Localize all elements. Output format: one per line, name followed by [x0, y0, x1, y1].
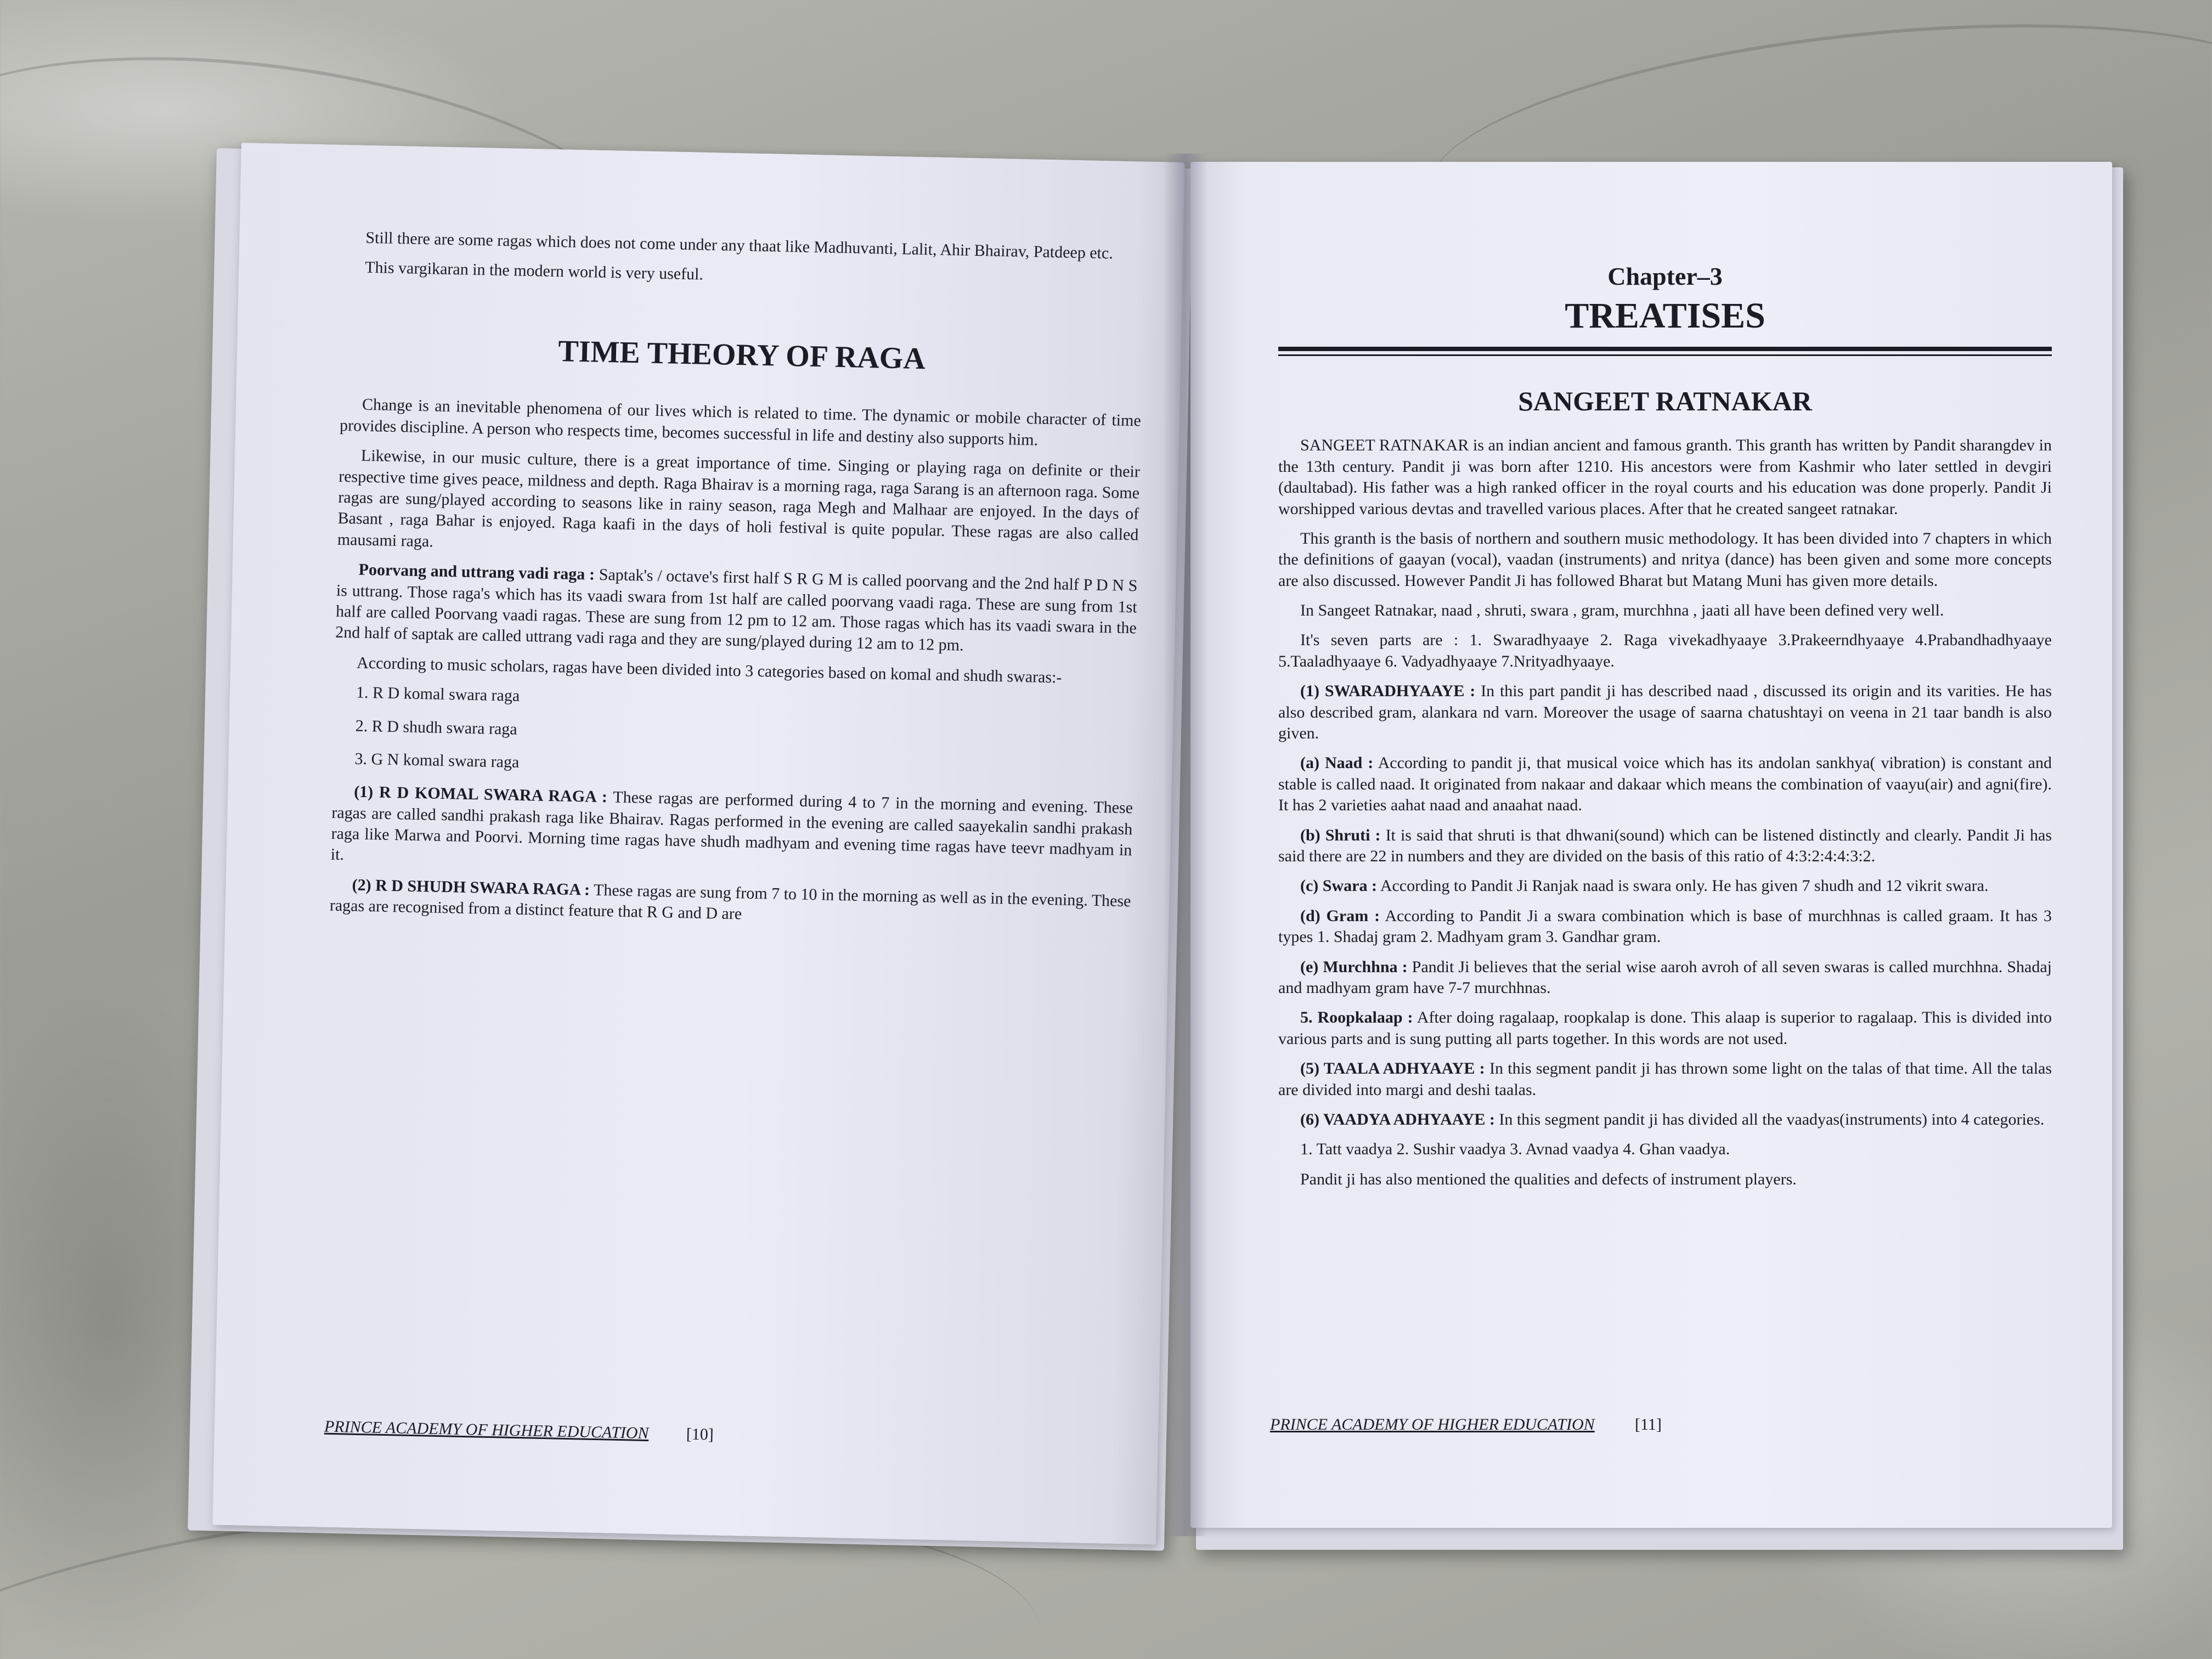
time-theory-heading: TIME THEORY OF RAGA — [557, 334, 926, 376]
list-item: 1. R D komal swara raga — [356, 683, 520, 705]
taala-adhyaaye-paragraph — [1278, 1058, 2052, 1101]
poorvang-text: Saptak's / octave's first half S R G M is called poorvang and the 2nd half P D N S is uttrang. Those raga's which has its vaadi swara from 1st half are called poorvang vaadi raga. These are sung from 1st half are called Poorvang vaadi ragas. These are sung from 12 pm to 12 am. Those ragas which has its vaadi swara in the 2nd half of saptak are called uttrang vadi raga and they are sung/played during 12 am to 12 pm. — [335, 566, 1138, 655]
shruti-text: It is said that shruti is that dhwani(sound) which can be listened distinctly and clearly. Pandit Ji has said there are 22 in numbers and they are divided on the basis of this ratio of 4:3:2:4:4:3:2. — [1278, 826, 2052, 865]
rd-komal-text: These ragas are performed during 4 to 7 in the morning and evening. These ragas are called sandhi prakash raga like Bhairav. Ragas performed in the evening are called saayekalin sandhi prakash raga like Marwa and Poorvi. Morning time ragas have shudh madhyam and evening time ragas have teevr madhyam in it. — [330, 788, 1133, 864]
gram-text: According to Pandit Ji a swara combination which is base of murchhnas is called graam. It has 3 types 1. Shadaj gram 2. Madhyam gram 3. Gandhar gram. — [1278, 906, 2052, 946]
rd-shudh-label: (2) R D SHUDH SWARA RAGA : — [352, 876, 590, 899]
book-gutter — [1163, 154, 1207, 1536]
left-page-content — [212, 143, 1184, 1544]
shruti-paragraph — [1278, 825, 2052, 867]
right-page-content — [1190, 162, 2112, 1528]
list-item: 2. R D shudh swara raga — [355, 716, 518, 738]
title-rule-thin — [1278, 354, 2052, 356]
vaadya-adhyaaye-text: In this segment pandit ji has divided all the vaadyas(instruments) into 4 categories. — [1499, 1110, 2045, 1128]
taala-adhyaaye-text: In this segment pandit ji has thrown some light on the talas of that time. All the talas are divided into margi and deshi taalas. — [1278, 1059, 2052, 1099]
left-page — [212, 143, 1184, 1544]
gram-paragraph — [1278, 906, 2052, 948]
naad-label: (a) Naad : — [1300, 754, 1374, 772]
left-paragraph: Likewise, in our music culture, there is a great importance of time. Singing or playing raga on definite or their respective time gives peace, mildness and depth. Raga Bhairav is a morning raga, raga Sarang is an afternoon raga. Some ragas are sung/played according to seasons like in rainy season, raga Megh and Malhaar are enjoyed. In the days of Basant , raga Bahar is enjoyed. Raga kaafi in the days of holi festival is quite popular. These ragas are also called mausami raga. — [337, 446, 1141, 551]
right-page — [1190, 162, 2112, 1528]
naad-paragraph — [1278, 753, 2052, 816]
roopkalaap-text: After doing ragalaap, roopkalap is done. This alaap is superior to ragalaap. This is divided into various parts and is sung putting all parts together. In this words are not used. — [1278, 1008, 2052, 1048]
swara-paragraph — [1278, 876, 2052, 896]
taala-adhyaaye-label: (5) TAALA ADHYAAYE : — [1300, 1059, 1485, 1078]
right-paragraph: In Sangeet Ratnakar, naad , shruti, swara , gram, murchhna , jaati all have been defined very well. — [1300, 601, 1944, 620]
left-page-number: [10] — [686, 1425, 714, 1444]
swara-text: According to Pandit Ji Ranjak naad is swara only. He has given 7 shudh and 12 vikrit swara. — [1380, 877, 1989, 895]
roopkalaap-label: 5. Roopkalaap : — [1300, 1008, 1413, 1027]
swaradhyaaye-paragraph — [1278, 681, 2052, 744]
vaadya-adhyaaye-label: (6) VAADYA ADHYAAYE : — [1300, 1110, 1495, 1128]
gram-label: (d) Gram : — [1300, 906, 1380, 925]
rd-shudh-text: These ragas are sung from 7 to 10 in the morning as well as in the evening. These ragas are recognised from a distinct feature that R G and D are — [329, 881, 1131, 923]
naad-text: According to pandit ji, that musical voice which has its andolan sankhya( vibration) is constant and stable is called naad. It originated from nakaar and dakaar which means the combination of vaayu(air) and agni(fire). It has 2 varieties aahat naad and anaahat naad. — [1278, 754, 2052, 815]
shruti-label: (b) Shruti : — [1300, 826, 1381, 844]
rd-komal-label: (1) R D KOMAL SWARA RAGA : — [353, 782, 608, 806]
poorvang-label: Poorvang and uttrang vadi raga : — [358, 560, 595, 584]
murchhna-paragraph — [1278, 957, 2052, 999]
list-item: 3. G N komal swara raga — [354, 749, 520, 771]
title-rule-thick — [1278, 347, 2052, 351]
left-intro-line: This vargikaran in the modern world is very useful. — [364, 258, 704, 284]
roopkalaap-paragraph — [1278, 1007, 2052, 1049]
sangeet-ratnakar-heading: SANGEET RATNAKAR — [1518, 386, 1812, 417]
rd-komal-paragraph — [330, 781, 1133, 882]
rd-shudh-paragraph — [329, 874, 1131, 933]
right-paragraph: This granth is the basis of northern and southern music methodology. It has been divided into 7 chapters in which the definitions of gaayan (vocal), vaadan (instruments) and nritya (dance) has been given and some more concepts are also discussed. However Pandit Ji has followed Bharat but Matang Muni has given more details. — [1278, 529, 2052, 590]
swara-label: (c) Swara : — [1300, 877, 1377, 895]
chapter-title: TREATISES — [1565, 295, 1765, 336]
left-paragraph: Change is an inevitable phenomena of our lives which is related to time. The dynamic or mobile character of time provides discipline. A person who respects time, becomes successful in life and destiny also supports him. — [339, 396, 1142, 449]
vaadya-list-line: 1. Tatt vaadya 2. Sushir vaadya 3. Avnad vaadya 4. Ghan vaadya. — [1300, 1140, 1730, 1159]
right-closing-line: Pandit ji has also mentioned the qualities and defects of instrument players. — [1300, 1170, 1797, 1188]
right-page-number: [11] — [1635, 1415, 1662, 1434]
right-footer: PRINCE ACADEMY OF HIGHER EDUCATION — [1270, 1415, 1595, 1434]
swaradhyaaye-text: In this part pandit ji has described naad , discussed its origin and its varities. He has also described gram, alankara nd varn. Moreover the usage of saarna chatushtayi on veena in 21 taar bandh is also given. — [1278, 682, 2052, 743]
swaradhyaaye-label: (1) SWARADHYAAYE : — [1300, 682, 1476, 701]
vaadya-adhyaaye-paragraph — [1278, 1109, 2052, 1130]
murchhna-text: Pandit Ji believes that the serial wise aaroh avroh of all seven swaras is called murchhna. Shadaj and madhyam gram have 7-7 murchhnas. — [1278, 957, 2052, 997]
right-paragraph: SANGEET RATNAKAR is an indian ancient and famous granth. This granth has written by Pandit sharangdev in the 13th century. Pandit ji was born after 1210. His ancestors were from Kashmir who later settled in devgiri (daultabad). His father was a high ranked officer in the royal courts and his education was done properly. Pandit Ji worshipped various devtas and travelled various places. After that he created sangeet ratnakar. — [1278, 436, 2052, 518]
left-footer: PRINCE ACADEMY OF HIGHER EDUCATION — [324, 1417, 649, 1443]
left-intro-paragraph: Still there are some ragas which does not come under any thaat like Madhuvanti, Lalit, Ahir Bhairav, Patdeep etc. — [365, 228, 1114, 263]
left-paragraph: According to music scholars, ragas have been divided into 3 categories based on komal and shudh swaras:- — [356, 653, 1062, 687]
murchhna-label: (e) Murchhna : — [1300, 957, 1408, 976]
seven-parts-paragraph: It's seven parts are : 1. Swaradhyaaye 2. Raga vivekadhyaaye 3.Prakeerndhyaaye 4.Prabandhadhyaaye 5.Taaladhyaaye 6. Vadyadhyaaye 7.Nrityadhyaaye. — [1278, 631, 2052, 670]
poorvang-paragraph — [335, 559, 1138, 660]
chapter-label: Chapter–3 — [1607, 262, 1723, 290]
